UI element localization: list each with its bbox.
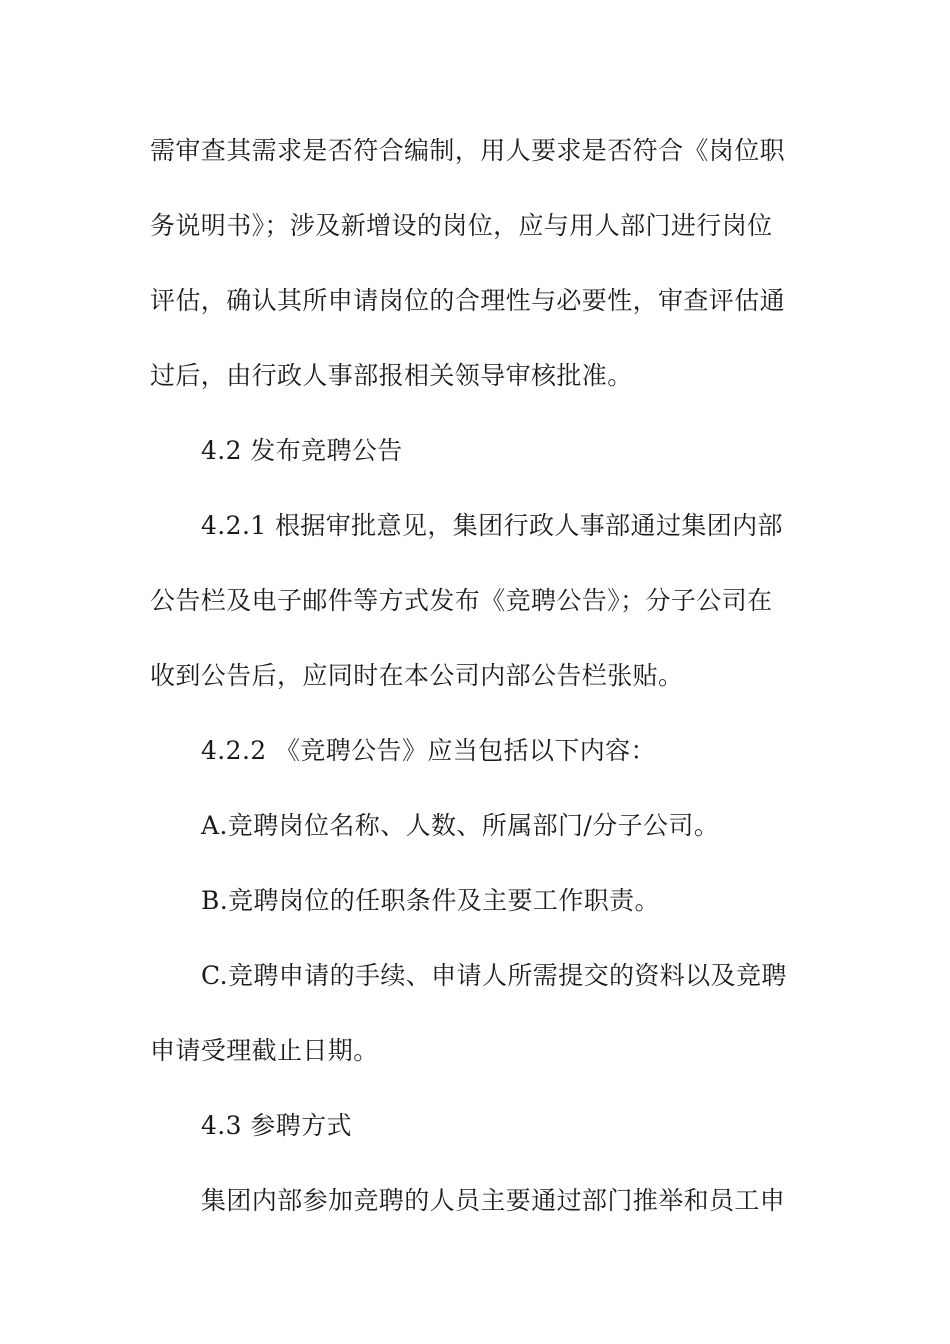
list-item: C.竞聘申请的手续、申请人所需提交的资料以及竞聘: [201, 961, 787, 990]
section-heading: 4.2 发布竞聘公告: [201, 436, 403, 465]
paragraph-line: 4.2.2 《竞聘公告》应当包括以下内容：: [201, 736, 656, 765]
paragraph-line: 集团内部参加竞聘的人员主要通过部门推举和员工申: [201, 1186, 786, 1215]
paragraph-line: 申请受理截止日期。: [150, 1036, 379, 1065]
paragraph-line: 需审查其需求是否符合编制，用人要求是否符合《岗位职: [150, 136, 786, 165]
paragraph-line: 过后，由行政人事部报相关领导审核批准。: [150, 361, 633, 390]
paragraph-line: 收到公告后，应同时在本公司内部公告栏张贴。: [150, 661, 684, 690]
list-item: A.竞聘岗位名称、人数、所属部门/分子公司。: [201, 811, 720, 840]
paragraph-line: 公告栏及电子邮件等方式发布《竞聘公告》；分子公司在: [150, 586, 773, 615]
section-heading: 4.3 参聘方式: [201, 1111, 352, 1140]
paragraph-line: 务说明书》；涉及新增设的岗位，应与用人部门进行岗位: [150, 211, 773, 240]
paragraph-line: 评估，确认其所申请岗位的合理性与必要性，审查评估通: [150, 286, 786, 315]
paragraph-line: 4.2.1 根据审批意见，集团行政人事部通过集团内部: [201, 511, 783, 540]
list-item: B.竞聘岗位的任职条件及主要工作职责。: [201, 886, 660, 915]
